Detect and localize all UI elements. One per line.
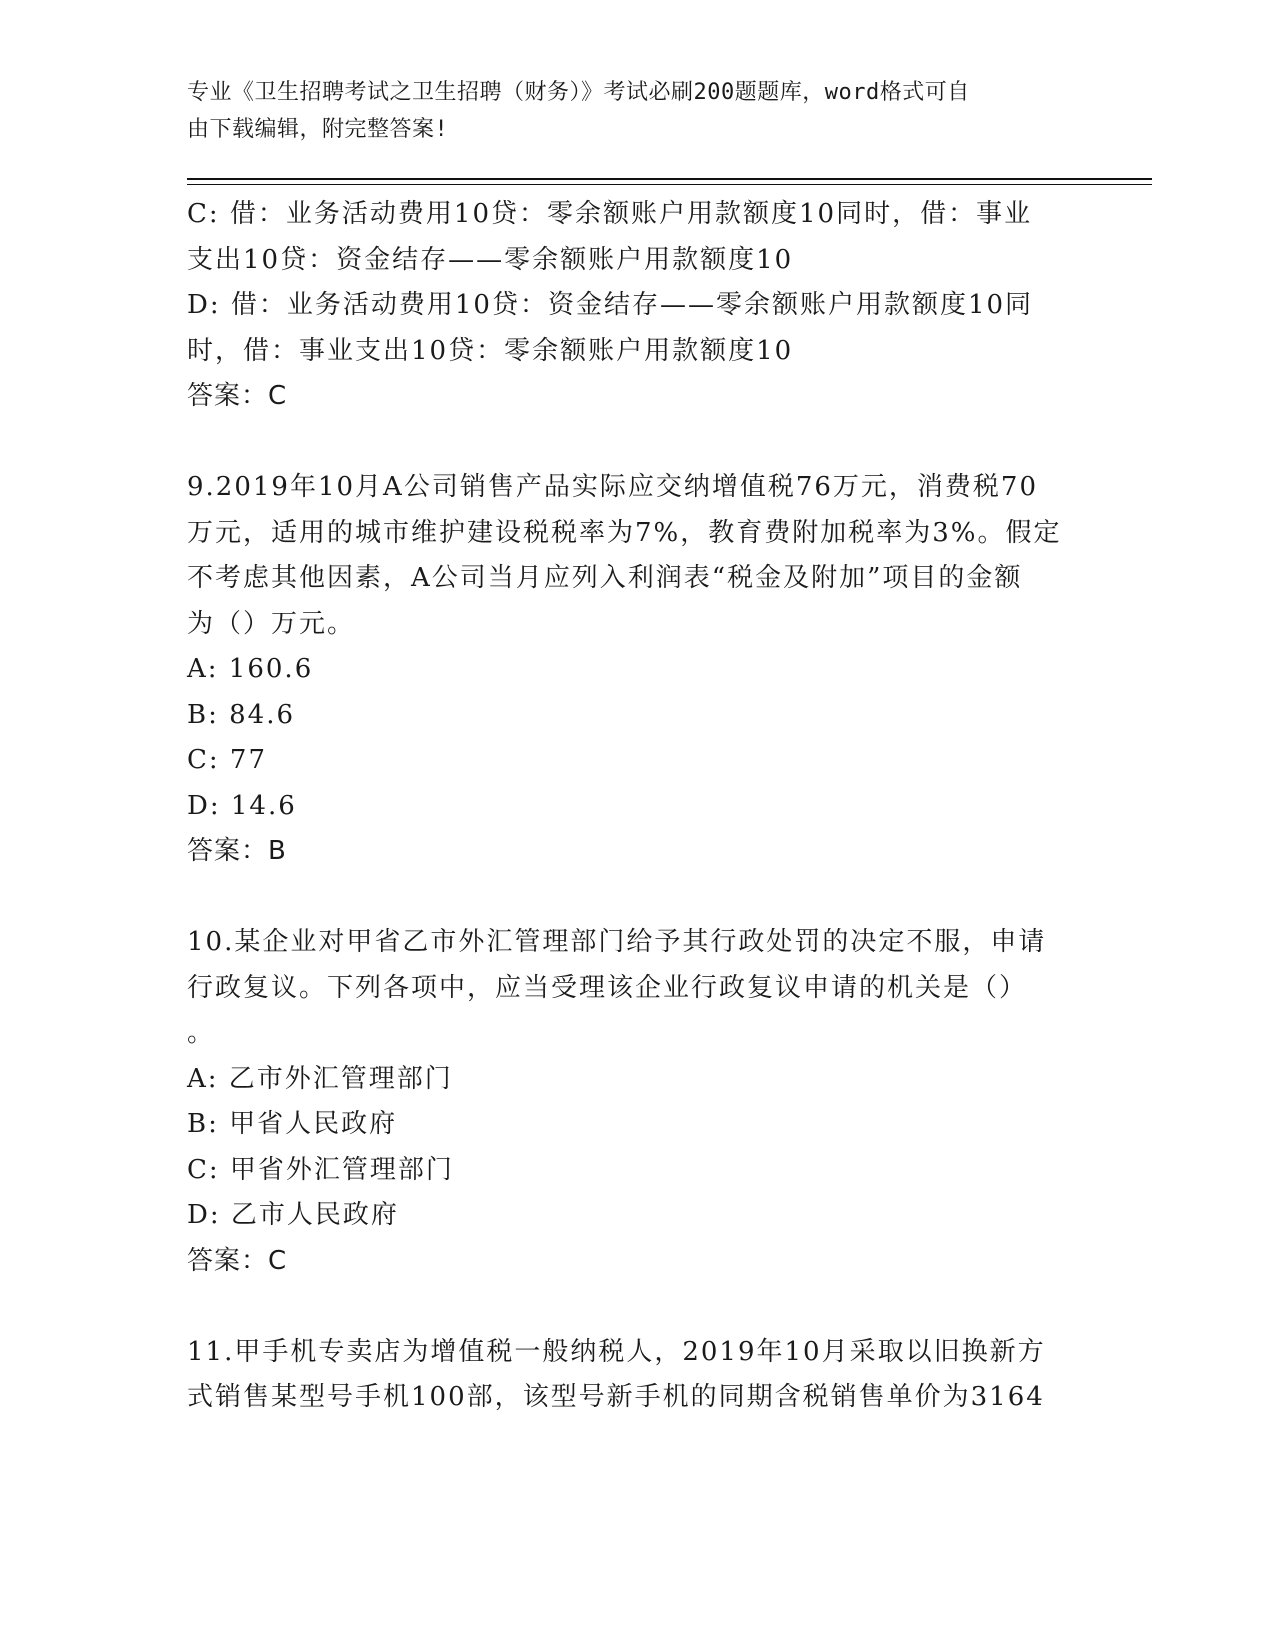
question-stem-line: 万元，适用的城市维护建设税税率为7%，教育费附加税率为3%。假定	[187, 517, 1062, 548]
question-stem-line: 11.甲手机专卖店为增值税一般纳税人，2019年10月采取以旧换新方	[187, 1336, 1046, 1367]
question-11	[187, 1330, 1087, 1421]
option-d-line-2: 时，借：事业支出10贷：零余额账户用款额度10	[187, 335, 794, 366]
spacer	[187, 1284, 1087, 1330]
option-c: C: 77	[187, 745, 268, 775]
option-c-line-1: C: 借：业务活动费用10贷：零余额账户用款额度10同时，借：事业	[187, 199, 1033, 229]
option-a: A: 乙市外汇管理部门	[187, 1063, 453, 1094]
option-b: B: 84.6	[187, 699, 296, 730]
question-stem-line: 式销售某型号手机100部，该型号新手机的同期含税销售单价为3164	[187, 1382, 1045, 1412]
question-stem-line: 行政复议。下列各项中，应当受理该企业行政复议申请的机关是（）	[187, 972, 1028, 1003]
document-body	[187, 192, 1087, 1421]
question-stem-line: 。	[187, 1018, 216, 1048]
answer-label: 答案：B	[187, 836, 287, 866]
header-line-2: 由下载编辑，附完整答案!	[187, 117, 449, 142]
question-8-tail	[187, 192, 1087, 420]
header-line-1: 专业《卫生招聘考试之卫生招聘（财务）》考试必刷200题题库，word格式可自	[187, 80, 970, 105]
option-b: B: 甲省人民政府	[187, 1109, 398, 1139]
question-stem-line: 10.某企业对甲省乙市外汇管理部门给予其行政处罚的决定不服，申请	[187, 927, 1047, 957]
question-stem-line: 9.2019年10月A公司销售产品实际应交纳增值税76万元，消费税70	[187, 472, 1039, 502]
answer-label: 答案：C	[187, 381, 288, 411]
spacer	[187, 875, 1087, 921]
question-9	[187, 465, 1087, 875]
question-stem-line: 不考虑其他因素，A公司当月应列入利润表“税金及附加”项目的金额	[187, 563, 1023, 593]
spacer	[187, 420, 1087, 466]
option-c-line-2: 支出10贷：资金结存——零余额账户用款额度10	[187, 244, 794, 275]
option-d: D: 14.6	[187, 790, 297, 821]
option-d-line-1: D: 借：业务活动费用10贷：资金结存——零余额账户用款额度10同	[187, 290, 1034, 320]
answer-label: 答案：C	[187, 1245, 288, 1276]
header-divider-thin	[187, 184, 1152, 185]
question-stem-line: 为（）万元。	[187, 608, 356, 639]
option-c: C: 甲省外汇管理部门	[187, 1154, 454, 1185]
document-header	[187, 74, 1067, 148]
question-10	[187, 920, 1087, 1284]
option-a: A: 160.6	[187, 654, 314, 684]
header-divider-thick	[187, 178, 1152, 180]
option-d: D: 乙市人民政府	[187, 1200, 399, 1230]
